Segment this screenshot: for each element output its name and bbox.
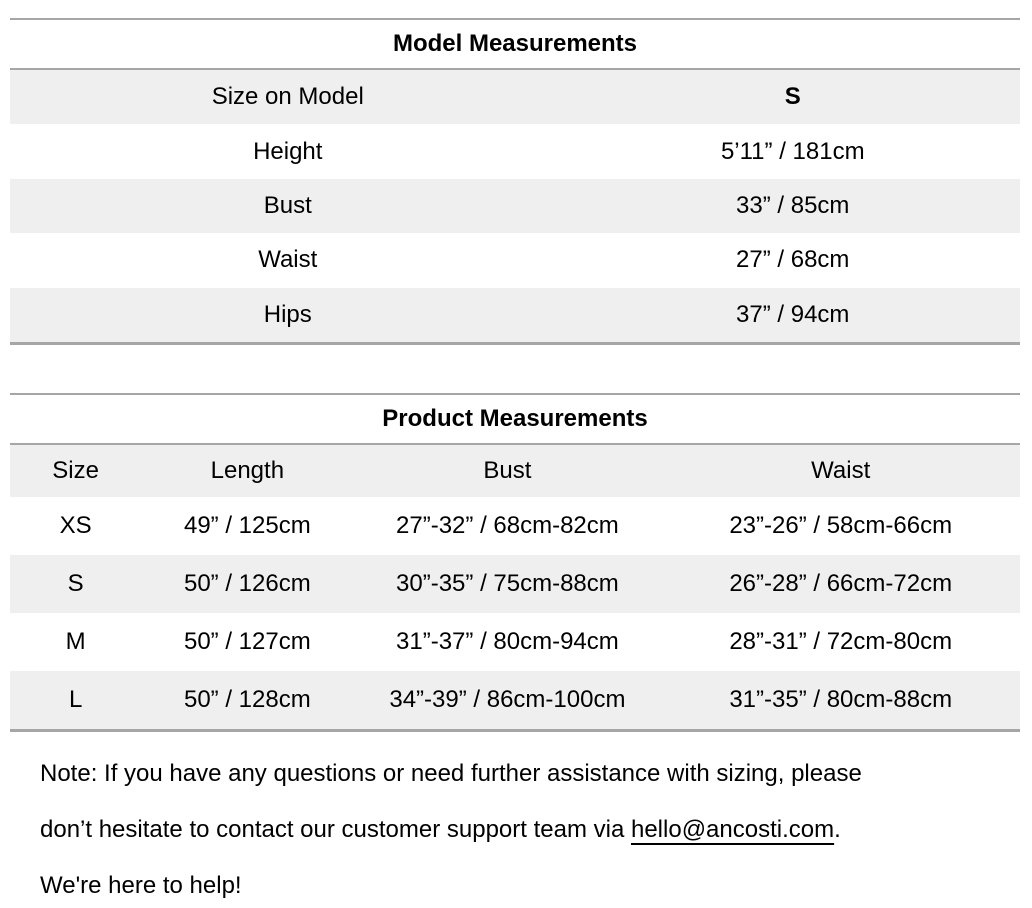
product-measurements-table: [10, 393, 1020, 732]
table-row: [10, 613, 1020, 671]
bust-cell: 34”-39” / 86cm-100cm: [389, 685, 626, 713]
email-link[interactable]: hello@ancosti.com: [630, 815, 835, 843]
product-table-rows: [10, 497, 1020, 729]
row-label: Waist: [258, 246, 318, 274]
length-cell: 50” / 127cm: [183, 627, 311, 655]
length-cell: 50” / 128cm: [183, 685, 311, 713]
row-value: S: [784, 83, 801, 111]
table-row: [10, 179, 1020, 233]
model-table-title: Model Measurements: [10, 20, 1020, 70]
row-label: Size on Model: [211, 83, 364, 111]
bust-cell: 31”-37” / 80cm-94cm: [396, 627, 619, 655]
length-cell: 50” / 126cm: [183, 569, 311, 597]
column-header-bust: Bust: [483, 456, 532, 484]
bust-cell: 27”-32” / 68cm-82cm: [396, 511, 619, 539]
note-line-3: We're here to help!: [40, 871, 242, 899]
model-measurements-table: [10, 18, 1020, 345]
note-line-1: Note: If you have any questions or need further assistance with sizing, please: [40, 759, 862, 787]
size-cell: L: [68, 685, 83, 713]
table-row: [10, 124, 1020, 178]
sizing-note: [40, 746, 1002, 908]
row-value: 5’11” / 181cm: [720, 137, 865, 165]
waist-cell: 26”-28” / 66cm-72cm: [729, 569, 953, 597]
table-row: [10, 671, 1020, 729]
size-cell: M: [65, 627, 86, 655]
waist-cell: 31”-35” / 80cm-88cm: [729, 685, 953, 713]
row-value: 33” / 85cm: [736, 191, 850, 219]
product-table-title: Product Measurements: [10, 395, 1020, 445]
note-line-2-period: .: [834, 815, 841, 843]
size-cell: S: [67, 569, 84, 597]
row-value: 27” / 68cm: [736, 246, 850, 274]
table-row: [10, 288, 1020, 342]
column-header-length: Length: [210, 456, 285, 484]
table-header-row: [10, 445, 1020, 497]
length-cell: 49” / 125cm: [183, 511, 311, 539]
row-value: 37” / 94cm: [736, 300, 850, 328]
model-table-rows: [10, 70, 1020, 342]
row-label: Hips: [263, 300, 312, 328]
table-row: [10, 555, 1020, 613]
waist-cell: 28”-31” / 72cm-80cm: [729, 627, 953, 655]
waist-cell: 23”-26” / 58cm-66cm: [729, 511, 953, 539]
row-label: Height: [253, 137, 323, 165]
size-cell: XS: [59, 511, 92, 539]
column-header-waist: Waist: [811, 456, 871, 484]
note-line-2-text: don’t hesitate to contact our customer support team via: [40, 815, 631, 843]
table-row: [10, 497, 1020, 555]
bust-cell: 30”-35” / 75cm-88cm: [396, 569, 619, 597]
table-row: [10, 233, 1020, 287]
column-header-size: Size: [52, 456, 99, 484]
note-line-2: [40, 802, 1002, 858]
row-label: Bust: [263, 191, 312, 219]
table-row: [10, 70, 1020, 124]
